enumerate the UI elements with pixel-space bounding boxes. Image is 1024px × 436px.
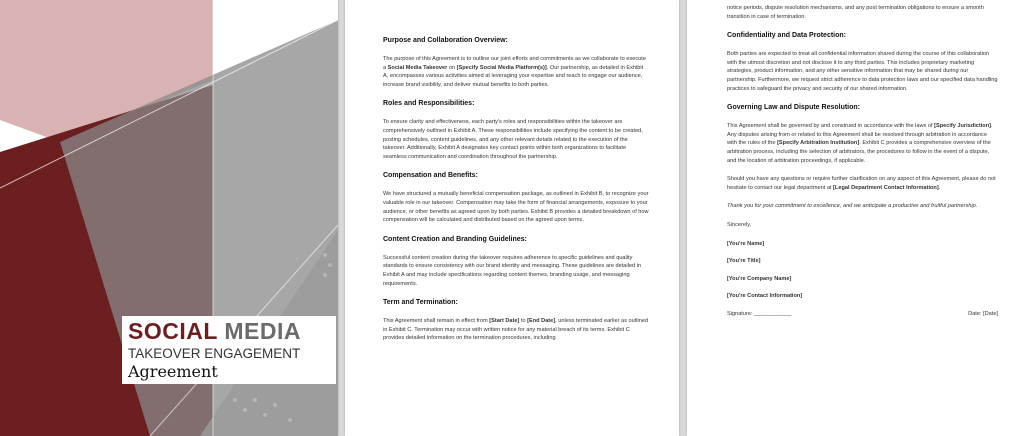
paragraph-compensation: We have structured a mutually beneficial compensation package, as outlined in Exhibit B, to recognize your valuable role in our takeover. Compensation may take the form of financial arrangements, exposure to your audience, or other benefits as agreed upon by both parties. Exhibit B provides a detailed breakdown of how compensation will be calculated and distributed based on the agreed upon terms. [383, 191, 649, 224]
signer-contact: [You're Contact Information] [727, 293, 803, 300]
document-page-3 [687, 0, 1024, 436]
heading-roles: Roles and Responsibilities: [383, 100, 475, 108]
heading-content-guidelines: Content Creation and Branding Guidelines: [383, 235, 527, 243]
signer-company: [You're Company Name] [727, 275, 792, 282]
signature-field: Signature: ____________ [727, 310, 792, 317]
closing: Sincerely, [727, 221, 752, 228]
cover-title-box [122, 316, 336, 384]
cover-title-word1: SOCIAL [128, 318, 218, 344]
paragraph-roles: To ensure clarity and effectiveness, each party's roles and responsibilities within the takeover are comprehensively outlined in Exhibit A. These responsibilities include specifying the content to be created, posting schedules, content guidelines, and any other relevant details related to the execution of the takeover. Additionally, Exhibit A designates key contact points within both organizations to facilitate seamless communication and coordination throughout the partnership. [383, 119, 643, 160]
cover-subtitle: TAKEOVER ENGAGEMENT [128, 346, 301, 361]
paragraph-confidentiality: Both parties are expected to treat all confidential information shared during the course of this collaboration with the utmost discretion and not disclose it to any third parties. This includes proprietary marketing strategies, product information, and any other sensitive information that may be shared during our partnership. Furthermore, we request strict adherence to data protection laws and our specified data handling practices to safeguard the privacy and security of our shared information. [727, 51, 998, 92]
heading-confidentiality: Confidentiality and Data Protection: [727, 32, 847, 40]
signer-title: [You're Title] [727, 258, 761, 265]
cover-title-word2: MEDIA [224, 318, 301, 344]
paragraph-content-guidelines: Successful content creation during the takeover requires adherence to specific guidelines and quality standards to ensure consistency with our brand identity and messaging. These guidelines are detailed in Exhibit A and may include specifications regarding content themes, branding usage, and messaging requirements. [383, 254, 641, 287]
paragraph-term: This Agreement shall remain in effect from [Start Date] to [End Date], unless terminated earlier as outlined in Exhibit C. Termination may occur with written notice for any material breach of its terms. Exhibit C provides detailed information on the termination procedures, including [383, 318, 649, 342]
cover-title [128, 318, 301, 345]
heading-compensation: Compensation and Benefits: [383, 172, 478, 180]
paragraph-purpose: The purpose of this Agreement is to outline our joint efforts and commitments as we collaborate to execute a Social Media Takeover on [Specify Social Media Platform(s)]. Our partnership, as detailed in Exhibit A, encompasses various activities aimed at leveraging your expertise and reach to engage our audience, increase brand visibility, and deliver mutual benefits to both parties. [383, 56, 646, 88]
paragraph-term-continued: notice periods, dispute resolution mechanisms, and any post termination obligations to ensure a smooth transition in case of termination. [727, 5, 984, 20]
page-3-content [727, 5, 998, 318]
document-page-2 [345, 0, 679, 436]
heading-purpose: Purpose and Collaboration Overview: [383, 37, 508, 44]
signer-name: [You're Name] [727, 240, 765, 247]
heading-governing-law: Governing Law and Dispute Resolution: [727, 104, 861, 112]
date-field: Date: [Date] [968, 310, 998, 317]
signature-line [727, 310, 998, 319]
cover-subtitle-agreement: Agreement [128, 362, 218, 381]
paragraph-contact: Should you have any questions or require further clarification on any aspect of this Agreement, please do not hesitate to contact our legal department at [Legal Department Contact Information]. [727, 176, 996, 191]
paragraph-governing-law: This Agreement shall be governed by and construed in accordance with the laws of [Specify Jurisdiction]. Any disputes arising from or related to this Agreement shall be resolved through arbitration in accordance with the rules of the [Specify Arbitration Institution]. Exhibit C provides a comprehensive overview of the arbitration process, including the selection of arbitrators, the procedures to follow in the event of a dispute, and the location of arbitration proceedings, if applicable. [727, 123, 993, 164]
page-2-content [383, 36, 649, 353]
paragraph-thanks: Thank you for your commitment to excellence, and we anticipate a productive and fruitful partnership. [727, 203, 978, 210]
heading-term: Term and Termination: [383, 299, 458, 307]
cover-page [0, 0, 338, 436]
